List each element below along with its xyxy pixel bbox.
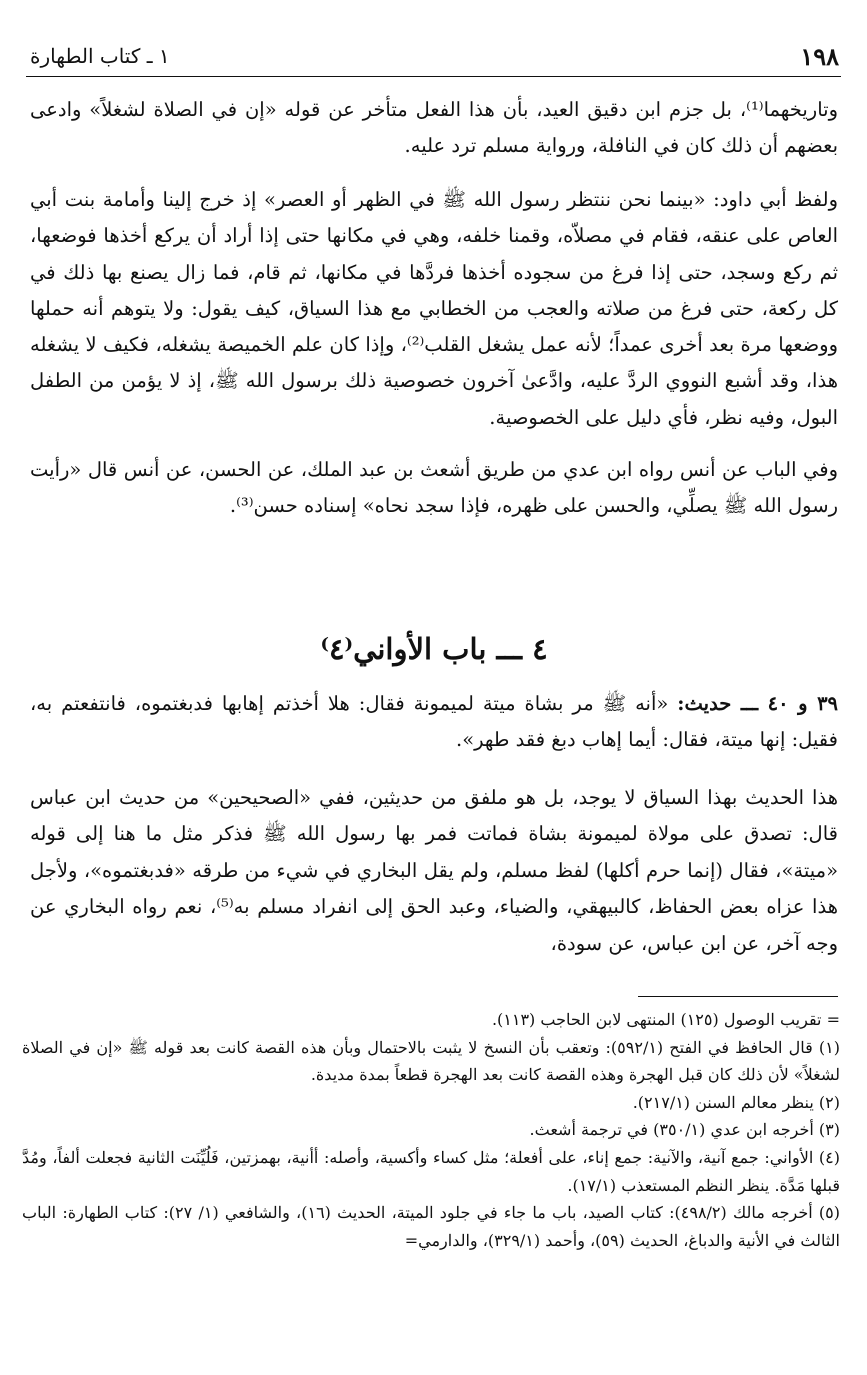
page-number: ١٩٨ [800, 42, 839, 71]
footnote-1: (١) قال الحافظ في الفتح (٥٩٢/١): وتعقب بأن النسخ لا يثبت بالاحتمال وبأن هذه القصة كانت بعد قوله ﷺ «إن في الصلاة لشغلاً» لأن ذلك كان قبل الهجرة وهذه القصة كانت بعد الهجرة قطعاً بمدة مديدة. [22, 1037, 841, 1085]
footnote-4: (٤) الأواني: جمع آنية، والآنية: جمع إناء، على أفعلة؛ مثل كساء وأكسية، وأصله: أأنية، بهمزتين، فَلُيِّنَت الثانية فجعلت ألفاً، ومُدَّ قبلها مَدَّة. ينظر النظم المستعذب (١٧/١). [22, 1147, 840, 1195]
hadith-block [30, 686, 838, 759]
discussion-block [30, 780, 838, 962]
paragraph-2: ولفظ أبي داود: «بينما نحن ننتظر رسول الله ﷺ في الظهر أو العصر» إذ خرج إلينا وأمامة بنت أبي العاص على عنقه، فقام في مصلاّه، وقمنا خلفه، وهي في مكانها حتى إذا أراد أن يركع أخذها فوضعها، ثم ركع وسجد، حتى إذا فرغ من سجوده أخذها فردَّها في مكانها، ثم قام، فما زال يصنع بها ذلك في كل ركعة، حتى فرغ من صلاته والعجب من الخطابي مع هذا السياق، كيف يقول: ولا يتوهم أنه حملها ووضعها مرة بعد أخرى عمداً؛ لأنه عمل يشغل القلب⁽²⁾، وإذا كان علم الخميصة يشغله، فكيف لا يشغله هذا، وقد أشبع النووي الردَّ عليه، وادَّعىٰ آخرون خصوصية ذلك برسول الله ﷺ، إذ لا يؤمن من الطفل البول، وفيه نظر، فأي دليل على الخصوصية. [30, 188, 839, 429]
hadith-number: ٣٩ و ٤٠ ـــ حديث: [677, 692, 839, 715]
hadith-text: «أنه ﷺ مر بشاة ميتة لميمونة فقال: هلا أخذتم إهابها فدبغتموه، فانتفعتم به، فقيل: إنها ميتة، فقال: أيما إهاب دبغ فقد طهر». [30, 692, 838, 752]
discussion-paragraph: هذا الحديث بهذا السياق لا يوجد، بل هو ملفق من حديثين، ففي «الصحيحين» من حديث ابن عباس قال: تصدق على مولاة لميمونة بشاة فماتت فمر بها رسول الله ﷺ فذكر مثل ما هنا إلى قوله «ميتة»، فقال (إنما حرم أكلها) لفظ مسلم، ولم يقل البخاري في شيء من طرقه «فدبغتموه»، ولأجل هذا عزاه بعض الحفاظ، كالبيهقي، والضياء، وعبد الحق إلى انفراد مسلم به⁽⁵⁾، نعم رواه البخاري عن وجه آخر، عن ابن عباس، عن سودة، [30, 786, 838, 955]
footnote-3: (٣) أخرجه ابن عدي (٣٥٠/١) في ترجمة أشعث. [529, 1120, 840, 1140]
paragraph-1: وتاريخهما⁽¹⁾، بل جزم ابن دقيق العيد، بأن هذا الفعل متأخر عن قوله «إن في الصلاة لشغلاً» وادعى بعضهم أن ذلك كان في النافلة، ورواية مسلم ترد عليه. [30, 98, 838, 158]
footnote-separator [638, 996, 838, 997]
main-text [30, 92, 838, 525]
footnote-5: (٥) أخرجه مالك (٤٩٨/٢): كتاب الصيد، باب ما جاء في جلود الميتة، الحديث (١٦)، والشافعي (١/ ٢٧): كتاب الطهارة: الباب الثالث في الأنية والدباغ، الحديث (٥٩)، وأحمد (٣٢٩/١)، والدارمي= [22, 1203, 840, 1250]
hadith-paragraph [30, 686, 838, 759]
footnotes [22, 1006, 840, 1254]
paragraph-3: وفي الباب عن أنس رواه ابن عدي من طريق أشعث بن عبد الملك، عن الحسن، عن أنس قال «رأيت رسول الله ﷺ يصلِّي، والحسن على ظهره، فإذا سجد نحاه» إسناده حسن⁽³⁾. [30, 458, 838, 518]
chapter-heading: ٤ ـــ باب الأواني⁽٤⁾ [320, 632, 548, 666]
footnote-2: (٢) ينظر معالم السنن (٢١٧/١). [632, 1092, 840, 1112]
footnote-continuation: = تقريب الوصول (١٢٥) المنتهى لابن الحاجب (١١٣). [491, 1010, 840, 1029]
page-header [26, 38, 841, 77]
running-title: ١ ـ كتاب الطهارة [30, 44, 170, 68]
